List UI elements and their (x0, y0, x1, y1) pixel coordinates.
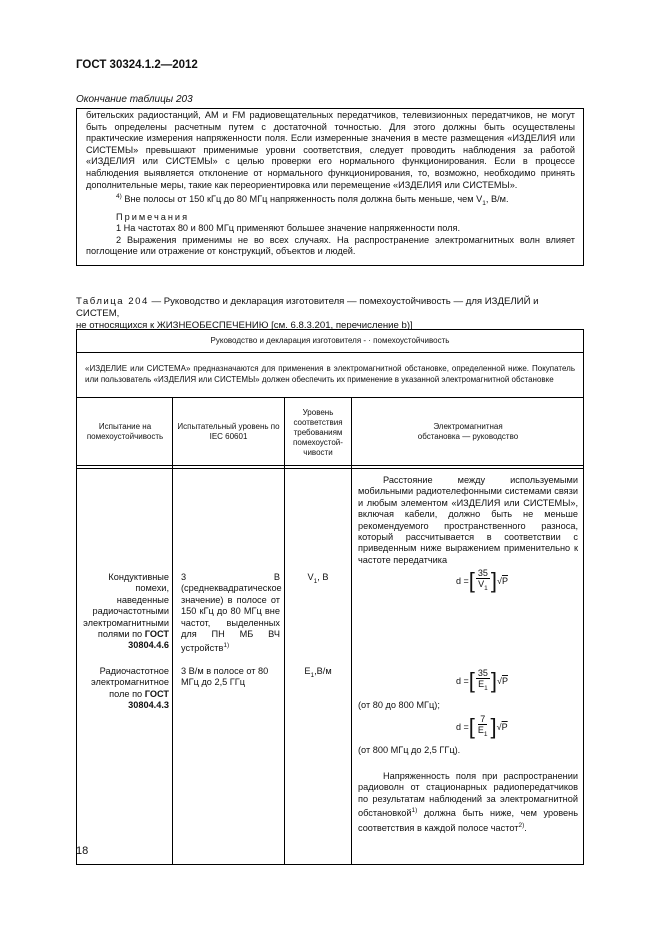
table-204-caption-line2: не относящихся к ЖИЗНЕОБЕСПЕЧЕНИЮ [см. 6.8.3.201, перечисление b)] (76, 320, 413, 331)
formula-d-v1: d = [ $\frac{35}{V_1}$ ] √P (456, 567, 508, 593)
field-strength-text: Напряженность поля при распространении радиоволн от стационарных радиопередатчиков по результатам наблюдений за электромагнитной обстановкой$^{1)}$ должна быть ниже, чем уровень соответствия в каждой полосе частот$^{2)}$. (358, 771, 578, 833)
env-intro: Расстояние между используемыми мобильными радиотелефонными системами связи и любым элементом «ИЗДЕЛИЯ или СИСТЕМЫ», включая кабели, должно быть не меньше рекомендуемого пространственного разноса, который рассчитывается в соответствии с приведенным ниже выражением применительно к частоте передатчика (358, 475, 578, 565)
row2-compliance: $E_1,В/м$ (304, 666, 332, 679)
formula-d-e1-high: d = [ $\frac{7}{E_1}$ ] √P (456, 713, 508, 739)
row2-level: 3 В/м в полосе от 80 МГц до 2,5 ГГц (181, 666, 269, 688)
table-204-label: Таблица 204 (76, 296, 149, 307)
table-203-end (76, 108, 584, 266)
table-204-caption-rest: — Руководство и декларация изготовителя — помехоустойчивость — для ИЗДЕЛИЙ и СИСТЕМ, (76, 296, 539, 319)
notes-heading: Примечания (116, 211, 190, 222)
sqrt-icon: √P (497, 575, 508, 586)
row1-compliance: $V_1$, В (307, 572, 329, 585)
table-rule (77, 352, 583, 353)
table-203-paragraph: бительских радиостанций, АМ и FM радиовещательных передатчиков, телевизионных передатчиков, не могут быть определены расчетным путем с достаточной точностью. Для этого должны быть осуществлены практические измерения напряженности поля. Если измеренные значения в месте размещения «ИЗДЕЛИЯ или СИСТЕМЫ» превышают применимые уровни соответствия, следует проводить наблюдения за работой «ИЗДЕЛИЯ или СИСТЕМЫ» с целью проверки его нормального функционирования. Если в процессе наблюдения выявляется отклонение от нормального функционирования, то, возможно, необходимо принять дополнительные меры, такие как переориентировка или перемещение «ИЗДЕЛИЯ или СИСТЕМЫ». (86, 110, 575, 190)
header-environment: Электромагнитная обстановка — руководство (417, 422, 519, 441)
range-80-800: (от 80 до 800 МГц); (358, 700, 440, 710)
column-divider (172, 397, 173, 864)
table-204 (76, 329, 584, 865)
note-1: 1 На частотах 80 и 800 МГц применяют большее значение напряженности поля. (116, 223, 461, 234)
table-rule (77, 397, 583, 398)
table-continuation-label: Окончание таблицы 203 (76, 94, 193, 105)
table-204-caption (76, 296, 584, 332)
table-rule (77, 465, 583, 466)
document-header: ГОСТ 30324.1.2—2012 (76, 59, 198, 71)
note-2: 2 Выражения применимы не во всех случаях. На распространение электромагнитных волн влияет поглощение или отражение от конструкций, объектов и людей. (86, 234, 575, 257)
sqrt-icon: √P (497, 675, 508, 686)
footnote-4: $^{4)}$ Вне полосы от 150 кГц до 80 МГц напряженность поля должна быть меньше, чем $V_1$, В/м. (116, 193, 509, 208)
table-rule (77, 468, 583, 469)
row2-test: Радиочастотное электромагнитное поле по ГОСТ 30804.4.3 (91, 666, 169, 711)
column-divider (351, 397, 352, 864)
row1-test: Кондуктивные помехи, наведенные радиочастотными электромагнитными полями по ГОСТ 30804.4.6 (83, 572, 169, 651)
header-test: Испытание на помехоустойчивость (86, 422, 164, 441)
row1-level: 3 В (среднеквадратическое значение) в полосе от 150 кГц до 80 МГц вне частот, выделенных для ПН МБ ВЧ устройств$^{1)}$ (181, 572, 282, 654)
column-divider (284, 397, 285, 864)
formula-d-e1-low: d = [ $\frac{35}{E_1}$ ] √P (456, 667, 508, 693)
header-compliance: Уровень соответствия требованиям помехоустой-чивости (293, 408, 343, 457)
page-number: 18 (76, 845, 89, 857)
table-intro: «ИЗДЕЛИЕ или СИСТЕМА» предназначаются для применения в электромагнитной обстановке, определенной ниже. Покупатель или пользователь «ИЗДЕЛИЯ или СИСТЕМЫ» должен обеспечить их применение в указанной электромагнитной обстановке (85, 364, 575, 384)
sqrt-icon: √P (496, 721, 508, 732)
header-test-level: Испытательный уровень по IEC 60601 (177, 422, 280, 441)
range-800-2500: (от 800 МГц до 2,5 ГГц). (358, 745, 461, 755)
table-title-row: Руководство и декларация изготовителя - · помехоустойчивость (210, 336, 450, 345)
